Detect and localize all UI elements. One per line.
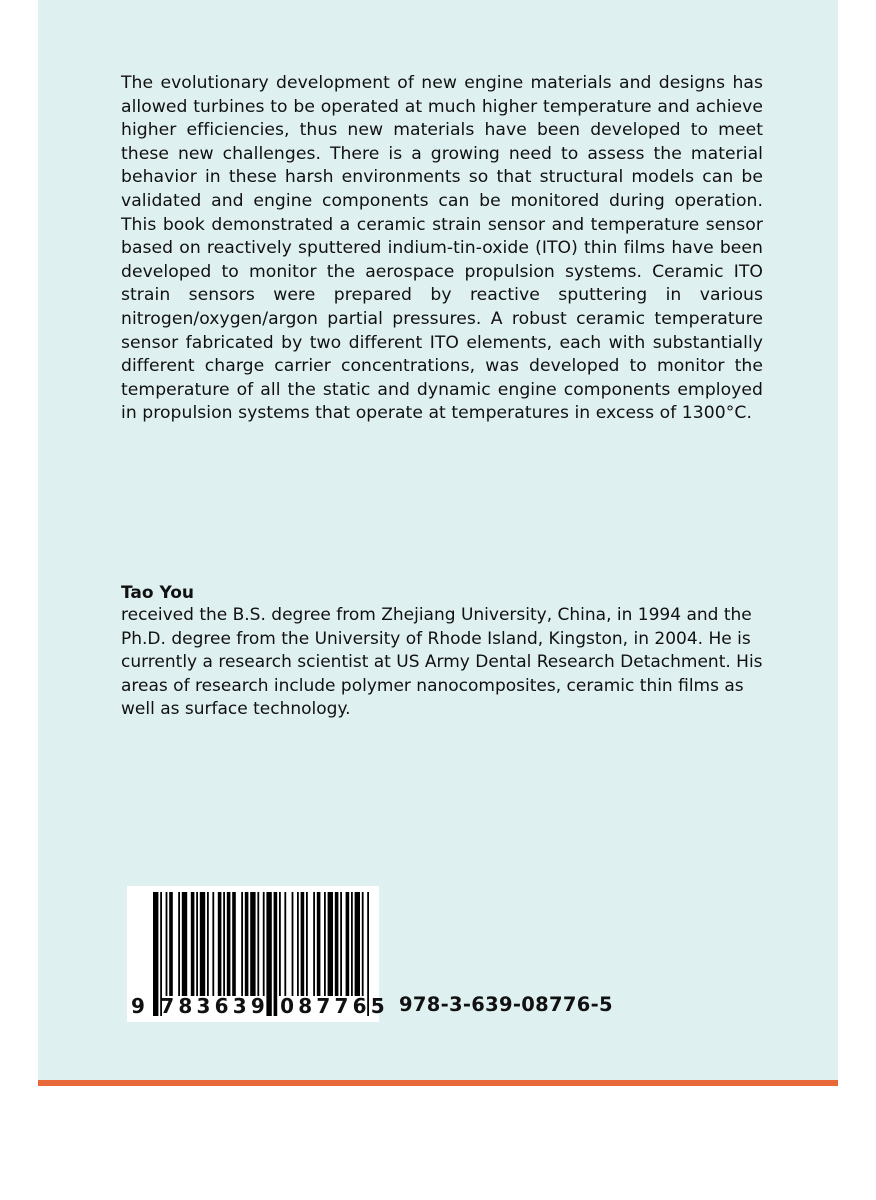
barcode-bar: [227, 892, 231, 996]
isbn-number: 978-3-639-08776-5: [399, 993, 613, 1016]
barcode-bar: [292, 892, 294, 996]
barcode-bar: [191, 892, 195, 996]
barcode-bar: [241, 892, 243, 996]
barcode-bar: [245, 892, 249, 996]
barcode-bar: [306, 892, 308, 996]
barcode-bar: [355, 892, 360, 996]
barcode-bar: [324, 892, 326, 996]
barcode-bar: [301, 892, 305, 996]
barcode-bar: [257, 892, 259, 996]
barcode-bar: [284, 892, 286, 996]
barcode-bar: [317, 892, 321, 996]
author-name: Tao You: [121, 583, 195, 603]
author-bio: received the B.S. degree from Zhejiang University, China, in 1994 and the Ph.D. degree from the University of Rhode Island, Kingston, in 2004. He is currently a research scientist at US Army Dental Research Detachment. His areas of research include polymer nanocomposites, ceramic thin films as well as surface technology.: [121, 605, 763, 719]
barcode-bar: [313, 892, 315, 996]
barcode: [127, 886, 389, 1022]
barcode-bar: [351, 892, 353, 996]
barcode-bar: [178, 892, 180, 996]
barcode-bar: [218, 892, 222, 996]
barcode-bar: [212, 892, 214, 996]
barcode-bar: [166, 892, 168, 996]
barcode-digits: 9 783639 087765: [131, 994, 389, 1018]
barcode-bar: [297, 892, 299, 996]
barcode-bar: [340, 892, 342, 996]
barcode-bar: [182, 892, 187, 996]
barcode-bar: [279, 892, 281, 996]
barcode-bar: [346, 892, 350, 996]
barcode-bar: [250, 892, 255, 996]
book-description: The evolutionary development of new engine materials and designs has allowed turbines to be operated at much higher temperature and achieve higher efficiencies, thus new materials have been developed to meet these new challenges. There is a growing need to assess the material behavior in these harsh environments so that structural models can be validated and engine components can be monitored during operation. This book demonstrated a ceramic strain sensor and temperature sensor based on reactively sputtered indium-tin-oxide (ITO) thin films have been developed to monitor the aerospace propulsion systems. Ceramic ITO strain sensors were prepared by reactive sputtering in various nitrogen/oxygen/argon partial pressures. A robust ceramic temperature sensor fabricated by two different ITO elements, each with substantially different charge carrier concentrations, was developed to monitor the temperature of all the static and dynamic engine components employed in propulsion systems that operate at temperatures in excess of 1300°C.: [121, 73, 763, 424]
barcode-bar: [200, 892, 205, 996]
barcode-bar: [362, 892, 364, 996]
barcode-bar: [207, 892, 209, 996]
barcode-bar: [169, 892, 173, 996]
barcode-bar: [335, 892, 339, 996]
barcode-bar: [263, 892, 265, 996]
barcode-bar: [196, 892, 198, 996]
accent-stripe: [38, 1080, 838, 1086]
barcode-bar: [232, 892, 236, 996]
barcode-bar: [328, 892, 333, 996]
barcode-bar: [223, 892, 225, 996]
